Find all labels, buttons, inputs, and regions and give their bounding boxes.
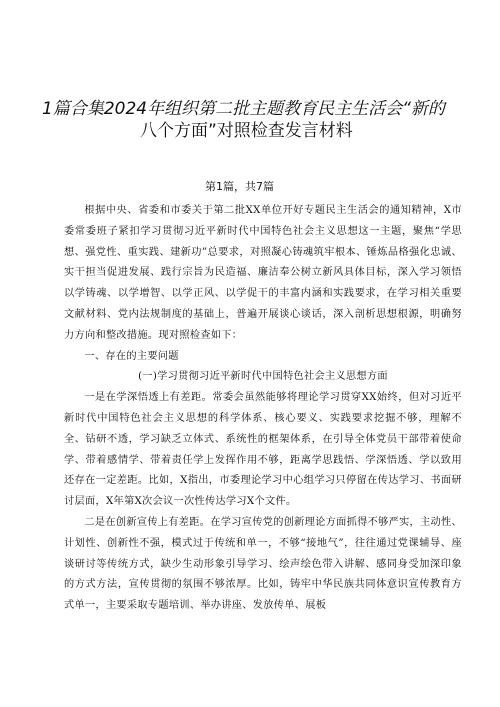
paragraph-point-1: 一是在学深悟透上有差距。常委会虽然能够将理论学习贯穿XX始终，但对习近平新时代中国特色社会主义思想的科学体系、核心要义、实践要求挖掘不够，理解不全、钻研不透，学习缺乏立体式、系统性的框架体系，在引导全体党员干部带着使命学、带着感情学、带着责任学上发挥作用不够，距离学思践悟、学深悟透、学以致用还存在一定差距。比如，X指出，市委理论学习中心组学习只停留在传达学习、书面研讨层面，X年第X次会议一次性传达学习X个文件。 [64,392,462,508]
subsection-heading: (一)学习贯彻习近平新时代中国特色社会主义思想方面 [138,371,388,383]
document-body [64,201,462,617]
page-indicator: 第1篇，共7篇 [205,180,274,193]
section-heading: 一、存在的主要问题 [84,350,179,362]
paragraph-point-2: 二是在创新宣传上有差距。在学习宣传党的创新理论方面抓得不够严实，主动性、计划性、创新性不强，模式过于传统和单一，不够“接地气”，往往通过党课辅导、座谈研讨等传统方式，缺少生动形象引导学习、绘声绘色带入讲解、感同身受加深印象的方式方法，宣传贯彻的氛围不够浓厚。比如，铸牢中华民族共同体意识宣传教育方式单一，主要采取专题培训、举办讲座、发放传单、展板 [64,516,462,612]
document-title-line-2: 八个方面”对照检查发言材料 [140,121,353,141]
document-title-line-1: 1篇合集2024年组织第二批主题教育民主生活会“新的 [42,99,445,119]
paragraph-intro: 根据中央、省委和市委关于第二批XX单位开好专题民主生活会的通知精神，X市委常委班子紧扣学习贯彻习近平新时代中国特色社会主义思想这一主题，聚焦“学思想、强党性、重实践、建新功”总要求，对照凝心铸魂筑牢根本、锤炼品格强化忠诚、实干担当促进发展、践行宗旨为民造福、廉洁奉公树立新风具体目标，深入学习领悟以学铸魂、以学增智、以学正风、以学促干的丰富内涵和实践要求，在学习相关重要文献材料、党内法规制度的基础上，普遍开展谈心谈话，深入剖析思想根源，明确努力方向和整改措施。现对照检查如下： [64,205,462,341]
